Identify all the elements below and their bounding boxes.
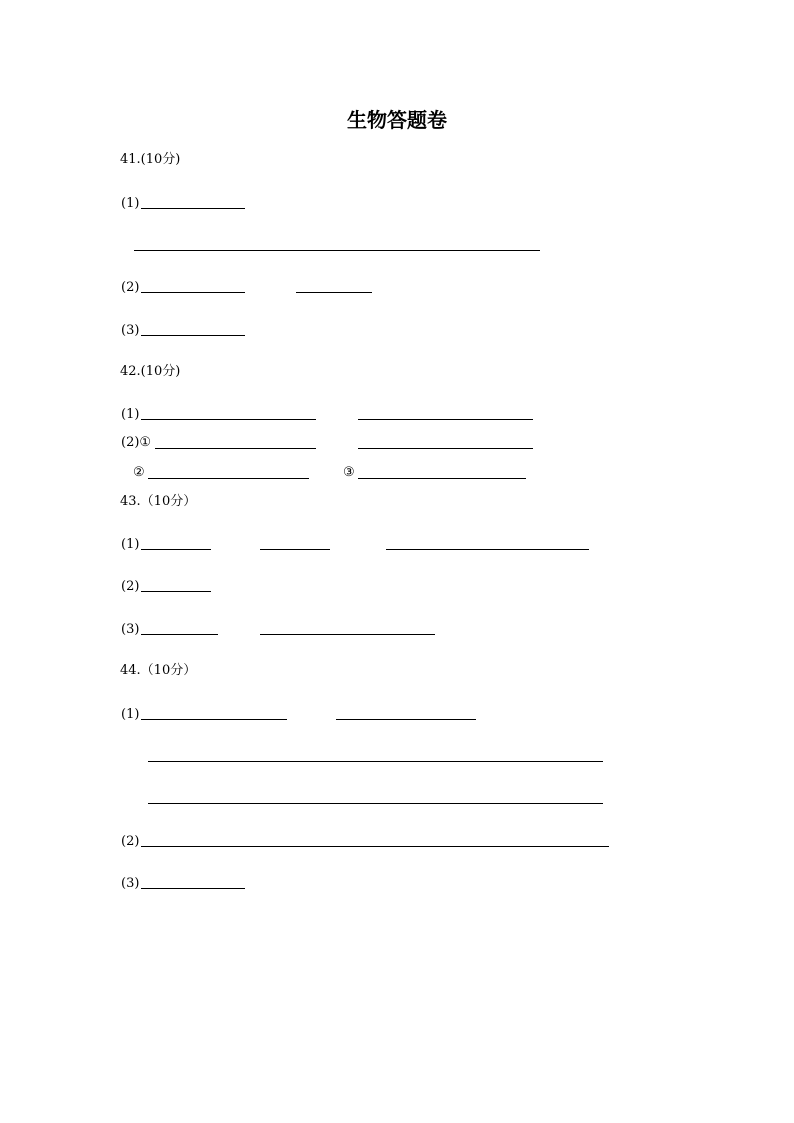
q43-part2-label: (2) [121, 579, 140, 594]
q42-part2-blank-3[interactable] [358, 478, 526, 479]
q44-part3-label: (3) [121, 876, 140, 891]
q41-part1-blank-b[interactable] [134, 250, 540, 251]
q42-part2-blank-1b[interactable] [358, 448, 533, 449]
q42-part2-circle-3: ③ [343, 465, 355, 480]
q43-part3-label: (3) [121, 622, 140, 637]
q43-part1-blank-a[interactable] [141, 549, 211, 550]
q43-part3-blank-b[interactable] [260, 634, 435, 635]
q44-part3-blank[interactable] [141, 888, 245, 889]
q42-part2-circle-2: ② [133, 465, 145, 480]
q44-part1-blank-b[interactable] [336, 719, 476, 720]
q44-part1-label: (1) [121, 707, 140, 722]
q41-part2-label: (2) [121, 280, 140, 295]
q41-part3-blank[interactable] [141, 335, 245, 336]
q42-part1-label: (1) [121, 407, 140, 422]
q44-part2-blank[interactable] [141, 846, 609, 847]
q44-part1-blank-c[interactable] [148, 761, 603, 762]
q43-part1-label: (1) [121, 537, 140, 552]
q42-part2-label: (2)① [121, 435, 152, 450]
page-title: 生物答题卷 [347, 108, 447, 132]
q42-header: 42.(10分) [120, 364, 181, 379]
q43-header: 43.（10分） [120, 494, 197, 509]
q43-part1-blank-c[interactable] [386, 549, 589, 550]
q41-header: 41.(10分) [120, 152, 181, 167]
q41-part2-blank-a[interactable] [141, 292, 245, 293]
q43-part1-blank-b[interactable] [260, 549, 330, 550]
q44-part1-blank-a[interactable] [141, 719, 287, 720]
q42-part2-blank-1[interactable] [155, 448, 316, 449]
q44-header: 44.（10分） [120, 663, 197, 678]
q42-part2-blank-2[interactable] [148, 478, 309, 479]
q41-part1-label: (1) [121, 196, 140, 211]
q44-part2-label: (2) [121, 834, 140, 849]
q43-part2-blank[interactable] [141, 591, 211, 592]
q41-part1-blank-a[interactable] [141, 208, 245, 209]
q42-part1-blank-a[interactable] [141, 419, 316, 420]
q44-part1-blank-d[interactable] [148, 803, 603, 804]
q42-part1-blank-b[interactable] [358, 419, 533, 420]
q41-part3-label: (3) [121, 323, 140, 338]
q41-part2-blank-b[interactable] [296, 292, 372, 293]
q43-part3-blank-a[interactable] [141, 634, 218, 635]
